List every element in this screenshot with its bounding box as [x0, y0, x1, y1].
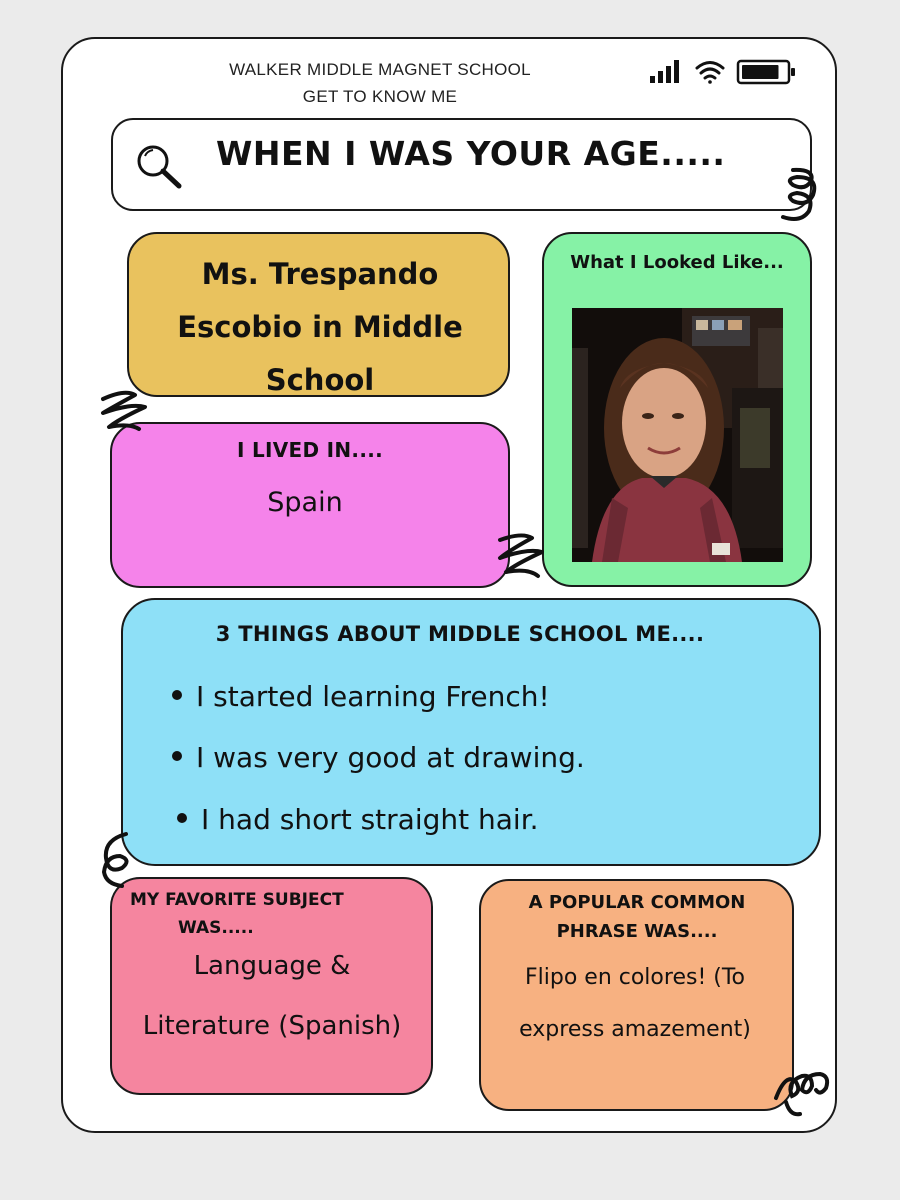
search-icon: [133, 142, 185, 190]
zigzag-decoration: [490, 530, 552, 585]
page-subtitle: GET TO KNOW ME: [302, 87, 458, 106]
zigzag-decoration: [95, 387, 157, 439]
three-things-title: 3 THINGS ABOUT MIDDLE SCHOOL ME....: [215, 622, 705, 646]
signal-icon: [650, 60, 679, 83]
common-phrase-title-line-1: A POPULAR COMMON: [528, 892, 746, 913]
common-phrase-title-line-2: PHRASE WAS....: [556, 921, 718, 942]
header: [190, 56, 570, 110]
favorite-subject-line-2: Literature (Spanish): [142, 1011, 402, 1041]
lived-in-value: Spain: [267, 487, 343, 518]
bullet-icon: [177, 813, 187, 823]
squiggle-decoration: [92, 828, 147, 890]
bullet-icon: [172, 751, 182, 761]
list-item: [172, 741, 585, 774]
lived-in-title: I LIVED IN....: [236, 438, 384, 462]
teacher-name: [135, 248, 505, 407]
common-phrase-line-1: Flipo en colores! (To: [524, 965, 745, 990]
favorite-subject-value: [112, 936, 432, 1056]
wifi-icon: [697, 63, 723, 84]
status-bar: [650, 58, 800, 88]
squiggle-decoration: [775, 165, 825, 235]
list-item-text: I was very good at drawing.: [196, 741, 585, 774]
favorite-subject-title: [130, 886, 420, 942]
name-line-1: Ms. Trespando: [201, 257, 439, 291]
name-line-3: School: [265, 363, 375, 397]
childhood-photo: [572, 308, 783, 562]
common-phrase-title: [492, 888, 782, 946]
list-item-text: I started learning French!: [196, 680, 550, 713]
photo-card-title: What I Looked Like...: [570, 252, 784, 273]
common-phrase-line-2: express amazement): [519, 1017, 751, 1042]
list-item: [177, 803, 539, 836]
common-phrase-value: [480, 952, 790, 1056]
squiggle-decoration: [772, 1062, 834, 1122]
school-name: WALKER MIDDLE MAGNET SCHOOL: [229, 60, 531, 79]
favorite-subject-title-line-2: WAS.....: [178, 918, 254, 938]
favorite-subject-line-1: Language &: [193, 951, 351, 981]
name-line-2: Escobio in Middle: [177, 310, 463, 344]
bullet-icon: [172, 690, 182, 700]
battery-icon: [738, 61, 795, 83]
list-item-text: I had short straight hair.: [201, 803, 539, 836]
favorite-subject-title-line-1: MY FAVORITE SUBJECT: [130, 890, 344, 910]
list-item: [172, 680, 550, 713]
search-query: WHEN I WAS YOUR AGE.....: [216, 134, 726, 173]
